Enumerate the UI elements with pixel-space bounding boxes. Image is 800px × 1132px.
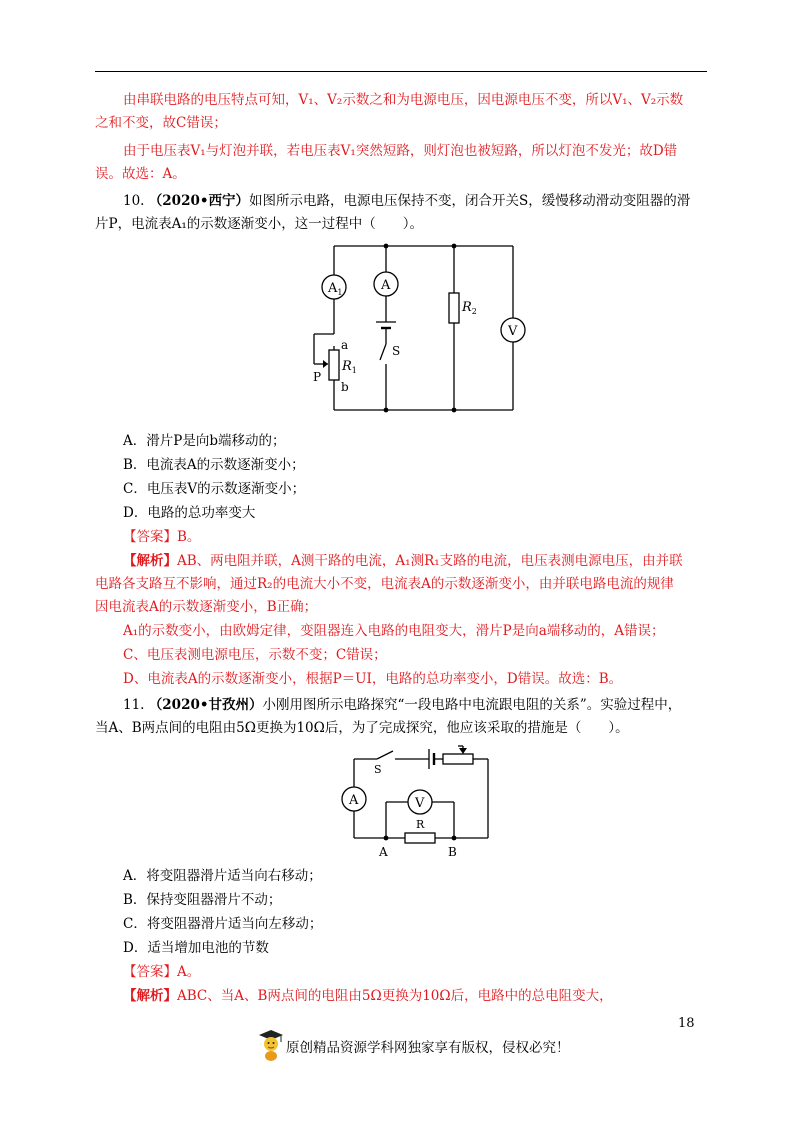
q11-analysis-text: ABC、当A、B两点间的电阻由5Ω更换为10Ω后，电路中的总电阻变大， [177,988,613,1004]
q10-stem [123,191,690,211]
q10-stem-text: 如图所示电路，电源电压保持不变，闭合开关S，缓慢移动滑动变阻器的滑 [248,193,691,209]
q11-option-d: D．适当增加电池的节数 [123,940,269,956]
q11-circuit-diagram [335,742,495,862]
q11-stem-line2: 当A、B两点间的电阻由5Ω更换为10Ω后，为了完成探究，他应该采取的措施是（ ）。 [95,720,629,736]
q11-stem-text: 小刚用图所示电路探究“一段电路中电流跟电阻的关系”。实验过程中， [262,697,682,713]
q10-label-p: P [313,370,322,384]
q10-label-r1: $R_1$ [342,359,357,375]
q10-analysis-line: C、电压表测电源电压，示数不变；C错误； [123,647,387,663]
q10-option-b: B．电流表A的示数逐渐变小； [123,457,305,473]
q11-stem [123,695,681,715]
q10-label-v: V [508,324,518,339]
q10-analysis-line: A₁的示数变小，由欧姆定律，变阻器连入电路的电阻变大，滑片P是向a端移动的，A错误； [123,623,665,639]
q11-label-v: V [415,796,425,811]
q11-source: （2020•甘孜州） [148,697,263,713]
q10-analysis-tag: 【解析】 [123,553,177,569]
footer-copyright: 原创精品资源学科网独家享有版权，侵权必究！ [286,1040,570,1056]
q10-analysis-line: 因电流表A的示数逐渐变小，B正确； [95,599,318,615]
q10-number: 10. [123,193,145,209]
header-rule [95,71,707,72]
q10-label-a: A [381,278,391,293]
q10-label-a-end: a [341,338,349,352]
q11-label-point-a: A [379,845,388,859]
q10-stem-line2: 片P，电流表A₁的示数逐渐变小，这一过程中（ ）。 [95,216,423,232]
q11-label-point-b: B [448,845,457,859]
q10-analysis-line: 电路各支路互不影响，通过R₂的电流大小不变，电流表A的示数逐渐变小，由并联电路电流的规律 [95,576,674,592]
prev-analysis-line: 由串联电路的电压特点可知，V₁、V₂示数之和为电源电压，因电源电压不变，所以V₁、V₂示数 [123,92,684,108]
q10-option-c: C．电压表V的示数逐渐变小； [123,481,306,497]
q10-answer: 【答案】B。 [123,529,201,545]
q11-analysis-line [123,986,613,1006]
graduate-mascot-icon [258,1028,284,1062]
q11-analysis-tag: 【解析】 [123,988,177,1004]
q11-label-r: R [416,818,425,831]
prev-analysis-line: 之和不变，故C错误； [95,115,227,131]
q10-analysis-line [123,551,683,571]
q11-label-s: S [374,763,382,776]
prev-analysis-line: 由于电压表V₁与灯泡并联，若电压表V₁突然短路，则灯泡也被短路，所以灯泡不发光；故D错 [123,143,678,159]
q10-source: （2020•西宁） [148,193,249,209]
q10-option-d: D．电路的总功率变大 [123,505,256,521]
prev-analysis-line: 误。故选：A。 [95,166,186,182]
q11-number: 11. [123,697,145,713]
q10-label-a1: $A_1$ [328,281,343,297]
q10-label-b-end: b [341,380,349,394]
q10-analysis-text: AB、两电阻并联，A测干路的电流，A₁测R₁支路的电流，电压表测电源电压，由并联 [177,553,683,569]
q10-circuit-diagram [300,238,530,418]
q10-label-r2: $R_2$ [462,300,477,316]
q10-analysis-line: D、电流表A的示数逐渐变小，根据P＝UI，电路的总功率变小，D错误。故选：B。 [123,671,623,687]
q11-answer: 【答案】A。 [123,964,201,980]
q11-label-ammeter: A [349,793,359,808]
q10-label-s: S [392,344,401,358]
q11-option-a: A．将变阻器滑片适当向右移动； [123,868,322,884]
q10-option-a: A．滑片P是向b端移动的； [123,433,286,449]
page-number: 18 [678,1016,695,1031]
q11-option-c: C．将变阻器滑片适当向左移动； [123,916,323,932]
q11-option-b: B．保持变阻器滑片不动； [123,892,282,908]
